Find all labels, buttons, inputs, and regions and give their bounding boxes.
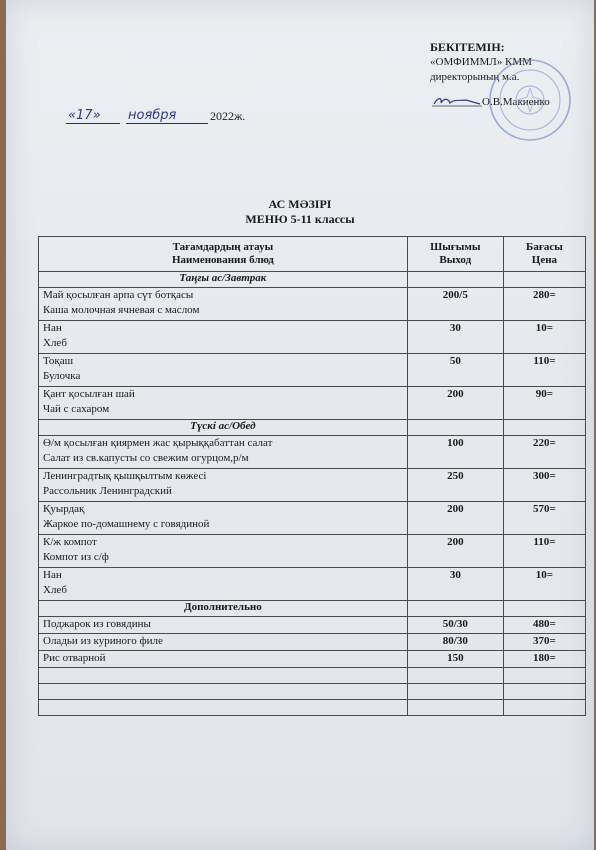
dish-name [39,469,408,502]
section-row [39,420,586,436]
dish-output: 50/30 [407,617,503,634]
table-row [39,436,586,469]
table-row [39,469,586,502]
dish-name: Рис отварной [39,651,408,668]
table-row [39,288,586,321]
dish-name-ru: Хлеб [43,337,67,349]
date-line [66,108,245,124]
header-output-ru: Выход [439,254,472,266]
section-row [39,601,586,617]
dish-output: 150 [407,651,503,668]
dish-price: 570= [503,502,585,535]
dish-name-ru: Булочка [43,370,81,382]
dish-price: 90= [503,387,585,420]
dish-price: 480= [503,617,585,634]
dish-name-ru: Компот из с/ф [43,551,109,563]
header-name-kz: Тағамдардың атауы [172,241,274,253]
table-row [39,502,586,535]
dish-price: 110= [503,535,585,568]
section-extra: Дополнительно [39,601,408,617]
date-day: «17» [66,108,120,124]
dish-name-ru: Салат из св.капусты со свежим огурцом,р/м [43,452,249,464]
header-output [407,237,503,272]
dish-name-kz: Қант қосылған шай [43,388,135,400]
table-row [39,535,586,568]
date-month: ноября [126,108,208,124]
dish-price: 110= [503,354,585,387]
dish-name [39,387,408,420]
dish-price: 370= [503,634,585,651]
section-row [39,272,586,288]
dish-price: 280= [503,288,585,321]
dish-price: 10= [503,321,585,354]
dish-name-kz: Ленинградтық қышқылтым көжесі [43,470,207,482]
dish-name-kz: Тоқаш [43,355,74,367]
dish-price: 180= [503,651,585,668]
table-row [39,617,586,634]
dish-name [39,568,408,601]
dish-name-kz: Нан [43,322,62,334]
dish-name [39,288,408,321]
official-stamp-image [488,58,572,142]
header-price-kz: Бағасы [526,241,563,253]
dish-output: 200 [407,535,503,568]
dish-name-ru: Чай с сахаром [43,403,110,415]
title-kz: АС МӘЗІРІ [268,197,332,211]
section-breakfast: Таңғы ас/Завтрак [39,272,408,288]
dish-name [39,502,408,535]
dish-name-kz: Ө/м қосылған қиярмен жас қырыққабаттан салат [43,437,273,449]
dish-name [39,354,408,387]
dish-output: 30 [407,321,503,354]
table-header-row [39,237,586,272]
empty-row [39,684,586,700]
dish-name-kz: Май қосылған арпа сүт ботқасы [43,289,194,301]
dish-name [39,436,408,469]
dish-price: 300= [503,469,585,502]
table-row [39,387,586,420]
dish-name-ru: Жаркое по-домашнему с говядиной [43,518,210,530]
header-price-ru: Цена [531,254,558,266]
empty-row [39,668,586,684]
dish-name-kz: Нан [43,569,62,581]
dish-name-ru: Каша молочная ячневая с маслом [43,304,200,316]
dish-output: 200/5 [407,288,503,321]
dish-price: 10= [503,568,585,601]
approval-name: О.В.Макиенко [482,96,550,108]
table-row [39,321,586,354]
dish-output: 30 [407,568,503,601]
header-name [39,237,408,272]
title-ru: МЕНЮ 5-11 классы [245,212,355,226]
dish-price: 220= [503,436,585,469]
date-year: 2022ж. [210,109,246,123]
dish-output: 80/30 [407,634,503,651]
empty-row [39,700,586,716]
dish-name: Поджарок из говядины [39,617,408,634]
dish-name-kz: Қуырдақ [43,503,85,515]
menu-table [38,236,586,716]
dish-output: 200 [407,502,503,535]
approval-org: «ОМФИММЛ» КММ [430,56,532,68]
signature-image [432,95,482,107]
dish-output: 200 [407,387,503,420]
dish-output: 100 [407,436,503,469]
header-output-kz: Шығымы [430,241,481,253]
menu-sheet [6,0,594,850]
dish-output: 50 [407,354,503,387]
table-row [39,568,586,601]
table-row [39,634,586,651]
dish-name-ru: Рассольник Ленинградский [43,485,172,497]
header-name-ru: Наименования блюд [171,254,274,266]
header-price [503,237,585,272]
dish-name-kz: К/ж компот [43,536,97,548]
approval-position: директорының м.а. [430,71,520,83]
section-lunch: Түскі ас/Обед [39,420,408,436]
dish-name: Оладьи из куриного филе [39,634,408,651]
table-row [39,354,586,387]
approval-heading: БЕКІТЕМІН: [430,40,505,54]
dish-output: 250 [407,469,503,502]
table-row [39,651,586,668]
dish-name-ru: Хлеб [43,584,67,596]
dish-name [39,535,408,568]
dish-name [39,321,408,354]
